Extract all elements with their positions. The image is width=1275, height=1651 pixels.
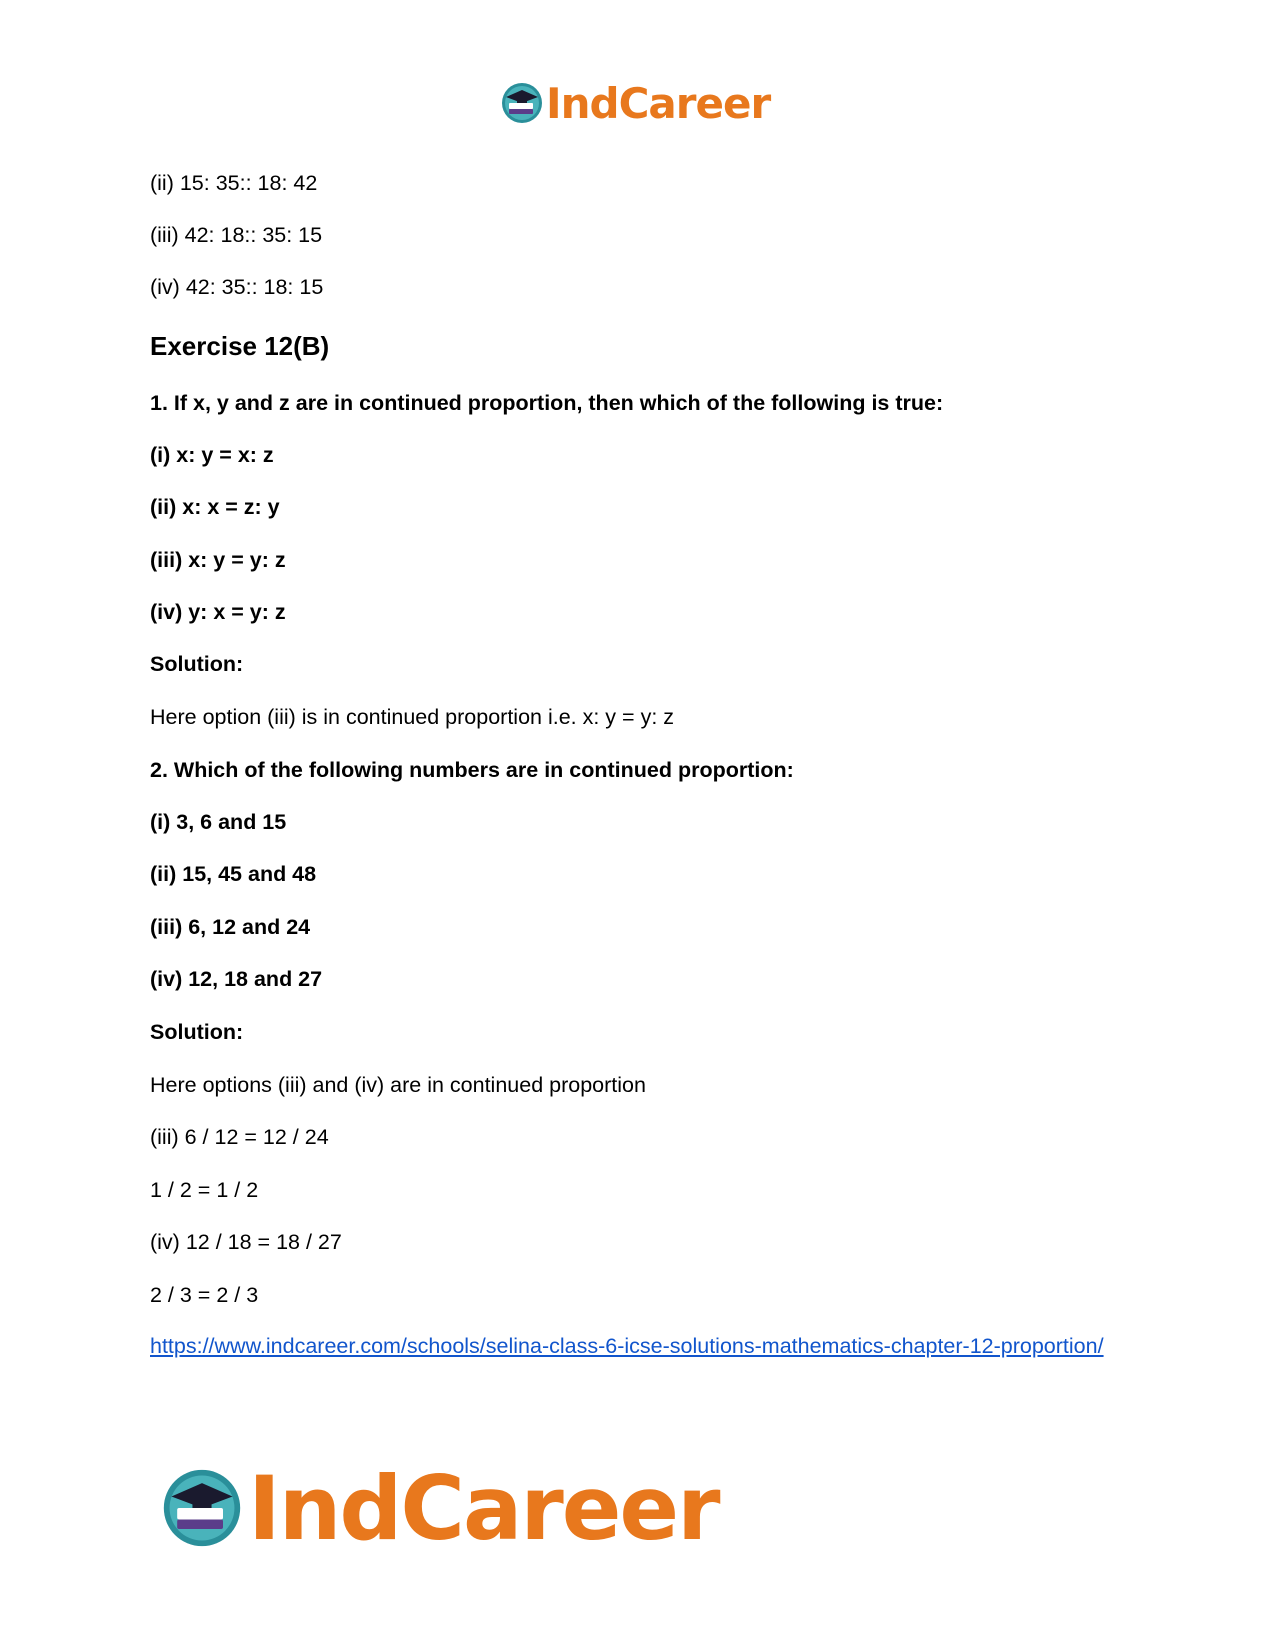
- logo-text: IndCareer: [546, 78, 771, 128]
- ratio-line: (iii) 42: 18:: 35: 15: [150, 223, 323, 247]
- ratio-line: (ii) 15: 35:: 18: 42: [150, 171, 318, 195]
- ratio-line: (iv) 42: 35:: 18: 15: [150, 275, 324, 299]
- q1-option: (iii) x: y = y: z: [150, 548, 286, 572]
- source-link[interactable]: https://www.indcareer.com/schools/selina-class-6-icse-solutions-mathematics-chapter-12-proportion/: [150, 1334, 1104, 1358]
- graduation-book-icon: [500, 81, 544, 125]
- q2-solution-line: (iv) 12 / 18 = 18 / 27: [150, 1230, 342, 1254]
- q1-option: (iv) y: x = y: z: [150, 600, 286, 624]
- q2-solution-line: Here options (iii) and (iv) are in continued proportion: [150, 1073, 646, 1097]
- q2-option: (i) 3, 6 and 15: [150, 810, 287, 834]
- exercise-title: Exercise 12(B): [150, 331, 330, 361]
- q2-solution-label: Solution:: [150, 1020, 244, 1044]
- q1-solution-text: Here option (iii) is in continued proportion i.e. x: y = y: z: [150, 705, 675, 729]
- q2-solution-line: 2 / 3 = 2 / 3: [150, 1283, 259, 1307]
- q2-solution-line: (iii) 6 / 12 = 12 / 24: [150, 1125, 329, 1149]
- q2-option: (iv) 12, 18 and 27: [150, 967, 323, 991]
- header-logo: [500, 78, 770, 128]
- graduation-book-icon: [160, 1466, 244, 1550]
- q1-solution-label: Solution:: [150, 652, 244, 676]
- logo-text: IndCareer: [248, 1456, 719, 1560]
- question-1: 1. If x, y and z are in continued proportion, then which of the following is true:: [150, 391, 944, 415]
- q2-solution-line: 1 / 2 = 1 / 2: [150, 1178, 259, 1202]
- q1-option: (i) x: y = x: z: [150, 443, 274, 467]
- question-2: 2. Which of the following numbers are in continued proportion:: [150, 758, 794, 782]
- q2-option: (iii) 6, 12 and 24: [150, 915, 311, 939]
- q2-option: (ii) 15, 45 and 48: [150, 862, 317, 886]
- footer-logo: [160, 1456, 719, 1560]
- q1-option: (ii) x: x = z: y: [150, 495, 280, 519]
